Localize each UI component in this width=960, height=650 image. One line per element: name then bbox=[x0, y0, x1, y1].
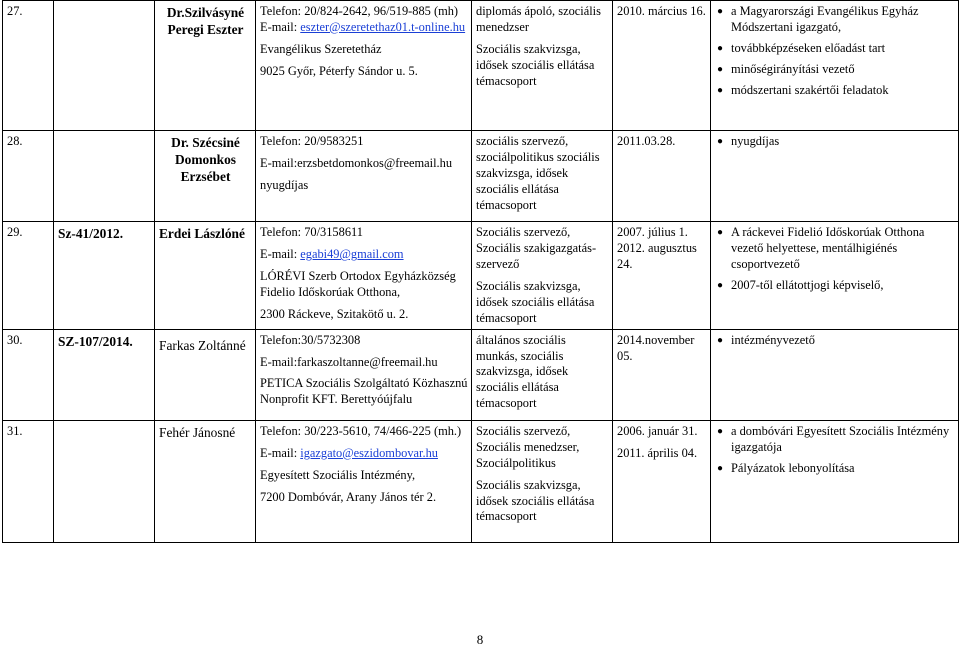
list-item: ● A ráckevei Fidelió Időskorúak Otthona vezető helyettese, mentálhigiénés csoportvezető bbox=[717, 225, 925, 272]
activities-cell bbox=[711, 329, 959, 420]
contact-cell bbox=[256, 1, 472, 131]
date-cell: 2011.03.28. bbox=[613, 131, 711, 222]
email-link[interactable]: igazgato@eszidombovar.hu bbox=[300, 445, 438, 460]
activities-cell bbox=[711, 222, 959, 329]
bullet-icon: ● bbox=[717, 227, 724, 239]
contact-cell bbox=[256, 329, 472, 420]
list-item: ● nyugdíjas bbox=[717, 134, 780, 148]
phone: Telefon: 30/223-5610, 74/466-225 (mh.) bbox=[260, 424, 462, 438]
table-row bbox=[3, 222, 959, 329]
activities-cell bbox=[711, 421, 959, 543]
row-number: 28. bbox=[3, 131, 54, 222]
qualification-cell bbox=[472, 131, 613, 222]
list-item: ● intézményvezető bbox=[717, 332, 815, 347]
contact-cell bbox=[256, 131, 472, 222]
date-cell bbox=[613, 222, 711, 329]
qualification: Szociális szervező, Szociális menedzser, Szociálpolitikus bbox=[476, 424, 580, 470]
registration-number bbox=[54, 131, 155, 222]
phone: Telefon:30/5732308 bbox=[260, 332, 361, 347]
bullet-icon: ● bbox=[717, 426, 724, 437]
person-name: Erdei Lászlóné bbox=[155, 222, 256, 329]
bullet-icon: ● bbox=[717, 280, 724, 291]
person-name: Fehér Jánosné bbox=[155, 421, 256, 543]
email-line: E-mail: egabi49@gmail.com bbox=[260, 247, 404, 262]
status-note: nyugdíjas bbox=[260, 177, 309, 192]
person-name: Dr.Szilvásyné Peregi Eszter bbox=[155, 1, 256, 131]
date-cell bbox=[613, 421, 711, 543]
date-cell: 2014.november 05. bbox=[613, 329, 711, 420]
list-item: ● Pályázatok lebonyolítása bbox=[717, 460, 855, 475]
row-number: 29. bbox=[3, 222, 54, 329]
phone: Telefon: 70/3158611 bbox=[260, 225, 363, 240]
qualification: általános szociális munkás, szociális szakvizsga, idősek szociális ellátása témacsoport bbox=[476, 332, 569, 411]
table-row bbox=[3, 329, 959, 420]
bullet-icon: ● bbox=[717, 462, 724, 474]
bullet-icon: ● bbox=[717, 136, 724, 147]
organization: Egyesített Szociális Intézmény, bbox=[260, 467, 416, 482]
qualification-cell bbox=[472, 222, 613, 329]
list-item: ● a Magyarországi Evangélikus Egyház Módszertani igazgató, bbox=[717, 4, 919, 34]
page-number: 8 bbox=[476, 632, 484, 647]
qualification: Szociális szervező, Szociális szakigazgatás-szervező bbox=[476, 225, 597, 272]
registration-number: Sz-41/2012. bbox=[54, 222, 155, 329]
table-row bbox=[3, 421, 959, 543]
activities-cell bbox=[711, 1, 959, 131]
list-item: ● 2007-től ellátottjogi képviselő, bbox=[717, 278, 884, 292]
email-line: E-mail: eszter@szeretethaz01.t-online.hu bbox=[260, 19, 466, 34]
list-item: ● módszertani szakértői feladatok bbox=[717, 82, 889, 97]
email: E-mail:erzsbetdomonkos@freemail.hu bbox=[260, 155, 453, 170]
bullet-icon: ● bbox=[717, 42, 724, 54]
registration-number bbox=[54, 1, 155, 131]
qualification-exam: Szociális szakvizsga, idősek szociális ellátása témacsoport bbox=[476, 279, 595, 325]
row-number: 27. bbox=[3, 1, 54, 131]
organization: PETICA Szociális Szolgáltató Közhasznú Nonprofit KFT. Berettyóújfalu bbox=[260, 376, 468, 407]
registration-number bbox=[54, 421, 155, 543]
bullet-icon: ● bbox=[717, 6, 724, 17]
qualification: diplomás ápoló, szociális menedzser bbox=[476, 4, 601, 34]
phone: Telefon: 20/824-2642, 96/519-885 (mh) bbox=[260, 4, 459, 18]
organization: LÓRÉVI Szerb Ortodox Egyházközség Fidelio Időskorúak Otthona, bbox=[260, 269, 456, 299]
phone: Telefon: 20/9583251 bbox=[260, 134, 364, 148]
address: 9025 Győr, Péterfy Sándor u. 5. bbox=[260, 63, 418, 78]
activities-cell bbox=[711, 131, 959, 222]
contact-cell bbox=[256, 222, 472, 329]
row-number: 30. bbox=[3, 329, 54, 420]
email-link[interactable]: eszter@szeretethaz01.t-online.hu bbox=[300, 19, 466, 34]
row-number: 31. bbox=[3, 421, 54, 543]
address: 2300 Ráckeve, Szitakötő u. 2. bbox=[260, 306, 409, 321]
table-row bbox=[3, 1, 959, 131]
bullet-icon: ● bbox=[717, 63, 724, 75]
contact-cell bbox=[256, 421, 472, 543]
date-cell: 2010. március 16. bbox=[613, 1, 711, 131]
email-link[interactable]: egabi49@gmail.com bbox=[300, 247, 404, 262]
email: E-mail:farkaszoltanne@freemail.hu bbox=[260, 354, 438, 369]
list-item: ● a dombóvári Egyesített Szociális Intézmény igazgatója bbox=[717, 424, 950, 454]
date-start: 2006. január 31. bbox=[617, 424, 698, 438]
bullet-icon: ● bbox=[717, 334, 724, 346]
person-name: Farkas Zoltánné bbox=[155, 329, 256, 420]
person-name: Dr. Szécsiné Domonkos Erzsébet bbox=[155, 131, 256, 222]
date-end: 2011. április 04. bbox=[617, 445, 698, 460]
date-end: 2012. augusztus 24. bbox=[617, 241, 697, 272]
registration-number: SZ-107/2014. bbox=[54, 329, 155, 420]
table-row bbox=[3, 131, 959, 222]
registry-table bbox=[2, 0, 959, 543]
qualification-exam: Szociális szakvizsga, idősek szociális ellátása témacsoport bbox=[476, 477, 595, 524]
date-start: 2007. július 1. bbox=[617, 225, 688, 240]
qualification: szociális szervező, szociálpolitikus szociális szakvizsga, idősek szociális ellátása témacsoport bbox=[476, 134, 600, 212]
email-line: E-mail: igazgato@eszidombovar.hu bbox=[260, 445, 438, 460]
bullet-icon: ● bbox=[717, 84, 724, 96]
list-item: ● minőségirányítási vezető bbox=[717, 61, 855, 76]
qualification-exam: Szociális szakvizsga, idősek szociális ellátása témacsoport bbox=[476, 41, 595, 88]
address: 7200 Dombóvár, Arany János tér 2. bbox=[260, 489, 437, 504]
qualification-cell bbox=[472, 329, 613, 420]
organization: Evangélikus Szeretetház bbox=[260, 41, 382, 56]
list-item: ● továbbképzéseken előadást tart bbox=[717, 40, 886, 55]
qualification-cell bbox=[472, 1, 613, 131]
qualification-cell bbox=[472, 421, 613, 543]
